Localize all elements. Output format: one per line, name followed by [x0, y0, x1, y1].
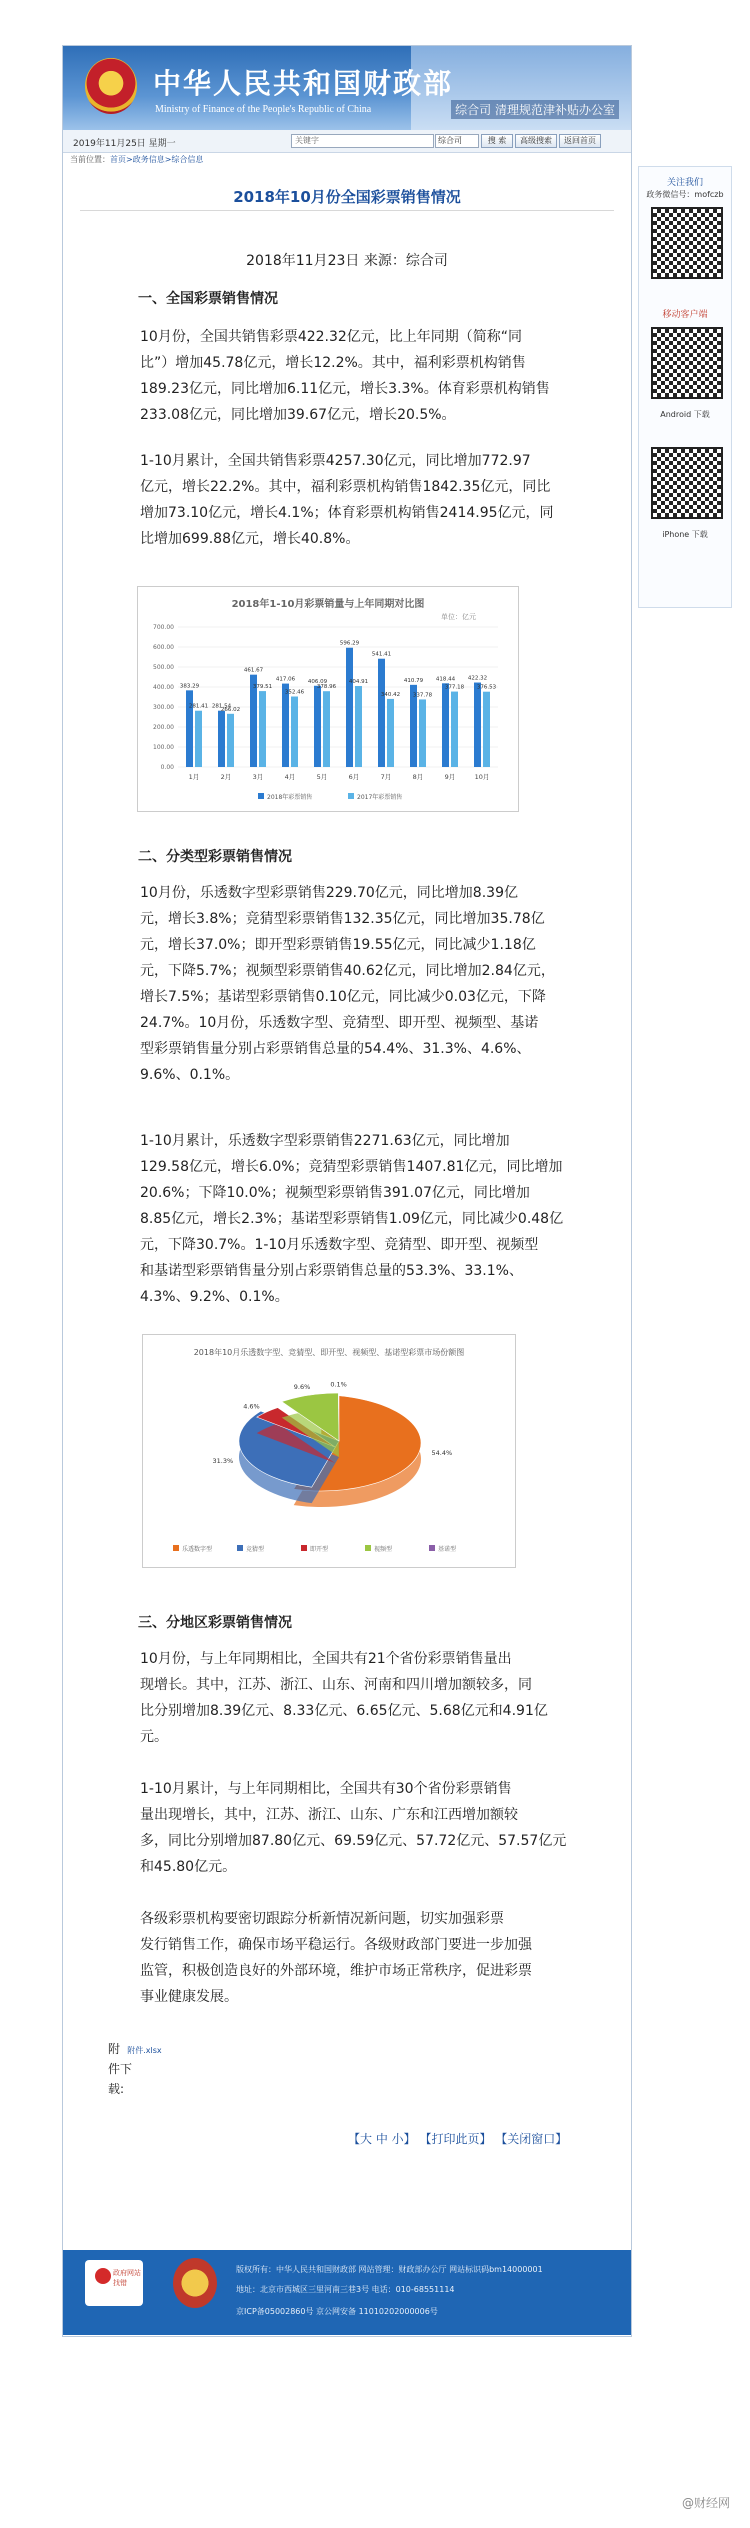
bar: [483, 692, 490, 767]
logo-dot-icon: [95, 2268, 111, 2284]
paragraph-line: 8.85亿元，增长2.3%；基诺型彩票销售1.09亿元，同比减少0.48亿: [140, 1211, 564, 1227]
sidebar: [638, 166, 732, 608]
x-tick-label: 2月: [220, 773, 232, 781]
national-emblem-icon: [85, 58, 137, 114]
pie-value-label: 54.4%: [431, 1449, 453, 1458]
bar-value-label: 378.96: [316, 684, 337, 691]
bar-value-label: 541.41: [371, 651, 392, 658]
paragraph-line: 元。: [140, 1729, 168, 1745]
bar-chart-figure: [137, 586, 519, 812]
paragraph-line: 亿元，增长22.2%。其中，福利彩票机构销售1842.35亿元，同比: [140, 479, 551, 495]
logo-text: 政府网站找错: [113, 2269, 141, 2287]
bar-chart-title: 2018年1-10月彩票销量与上年同期对比图: [231, 599, 425, 610]
x-tick-label: 3月: [252, 773, 264, 781]
bar: [451, 692, 458, 767]
bar-value-label: 337.78: [412, 692, 433, 699]
attachment-link[interactable]: 附件.xlsx: [127, 2046, 162, 2055]
section-heading-2: 二、分类型彩票销售情况: [138, 849, 292, 865]
y-tick-label: 600.00: [153, 644, 174, 651]
paragraph-line: 增长7.5%；基诺型彩票销售0.10亿元，同比减少0.03亿元，下降: [140, 989, 546, 1005]
ministry-name-cn: 中华人民共和国财政部: [153, 67, 454, 100]
legend-swatch: [301, 1545, 307, 1551]
search-scope-select[interactable]: 综合司: [435, 134, 479, 148]
page-tools-links[interactable]: 【大 中 小】 【打印此页】 【关闭窗口】: [348, 2132, 568, 2146]
bar-value-label: 377.18: [444, 684, 465, 691]
paragraph-1: [140, 324, 587, 428]
title-divider: [80, 210, 614, 211]
bar-chart-unit: 单位：亿元: [441, 613, 476, 621]
paragraph-line: 1-10月累计，全国共销售彩票4257.30亿元，同比增加772.97: [140, 453, 531, 469]
legend-label: 2017年彩票销售: [357, 794, 403, 801]
paragraph-line: 增加73.10亿元，增长4.1%；体育彩票机构销售2414.95亿元，同: [140, 505, 554, 521]
bar: [323, 691, 330, 767]
y-tick-label: 200.00: [153, 724, 174, 731]
bar: [387, 699, 394, 767]
paragraph-line: 233.08亿元，同比增加39.67亿元，增长20.5%。: [140, 407, 456, 423]
x-tick-label: 10月: [474, 773, 490, 781]
search-button[interactable]: 搜 索: [481, 134, 513, 148]
footer: [63, 2250, 631, 2335]
pie-chart-figure: [142, 1334, 516, 1568]
bar-value-label: 417.06: [275, 676, 296, 683]
attachment-download-1: 件下: [108, 2062, 133, 2076]
y-tick-label: 0.00: [160, 764, 174, 771]
footer-icp[interactable]: 京ICP备05002860号 京公网安备 11010202000006号: [236, 2307, 438, 2316]
bar-value-label: 383.29: [179, 683, 200, 690]
pie-value-label: 4.6%: [243, 1402, 260, 1411]
legend-label: 即开型: [310, 1546, 329, 1553]
pie-value-label: 0.1%: [330, 1380, 347, 1389]
paragraph-line: 量出现增长，其中，江苏、浙江、山东、广东和江西增加额较: [140, 1807, 518, 1823]
breadcrumb-label: 当前位置：: [70, 155, 110, 164]
bar: [419, 699, 426, 767]
bar-value-label: 461.67: [243, 667, 264, 674]
paragraph-line: 和基诺型彩票销售量分别占彩票销售总量的53.3%、33.1%、: [140, 1263, 523, 1279]
bar-value-label: 266.02: [220, 706, 241, 713]
legend-label: 竞猜型: [246, 1546, 265, 1553]
attachment-label: [108, 2040, 162, 2057]
bar: [378, 659, 385, 767]
legend-label: 基诺型: [438, 1546, 457, 1553]
breadcrumb-path[interactable]: 首页>政务信息>综合信息: [110, 155, 204, 164]
paragraph-line: 10月份，与上年同期相比，全国共有21个省份彩票销售量出: [140, 1651, 512, 1667]
paragraph-line: 监管，积极创造良好的外部环境，维护市场正常秩序，促进彩票: [140, 1963, 532, 1979]
article-title: 2018年10月份全国彩票销售情况: [233, 188, 461, 206]
bar: [442, 683, 449, 767]
y-tick-label: 400.00: [153, 684, 174, 691]
search-input[interactable]: 关键字: [291, 134, 434, 148]
paragraph-5: [140, 1646, 587, 1750]
android-download-label[interactable]: Android 下载: [660, 410, 710, 419]
bar-value-label: 422.32: [467, 675, 488, 682]
article-dateline: 2018年11月23日 来源：综合司: [246, 253, 448, 269]
legend-swatch: [348, 793, 354, 799]
toolbar: [63, 130, 631, 153]
paragraph-line: 10月份，乐透数字型彩票销售229.70亿元，同比增加8.39亿: [140, 885, 518, 901]
paragraph-line: 1-10月累计，与上年同期相比，全国共有30个省份彩票销售: [140, 1781, 512, 1797]
bar: [346, 648, 353, 767]
bar-value-label: 281.54: [211, 703, 232, 710]
department-name: 综合司 清理规范津补贴办公室: [451, 100, 619, 119]
attachment-download-2: 载:: [108, 2082, 125, 2096]
y-tick-label: 100.00: [153, 744, 174, 751]
paragraph-line: 元，下降30.7%。1-10月乐透数字型、竞猜型、即开型、视频型: [140, 1237, 539, 1253]
watermark: @财经网: [681, 2496, 730, 2510]
y-tick-label: 500.00: [153, 664, 174, 671]
x-tick-label: 7月: [380, 773, 392, 781]
legend-swatch: [258, 793, 264, 799]
bar-value-label: 418.44: [435, 676, 456, 683]
bar: [355, 686, 362, 767]
paragraph-line: 型彩票销售量分别占彩票销售总量的54.4%、31.3%、4.6%、: [140, 1041, 531, 1057]
legend-swatch: [173, 1545, 179, 1551]
paragraph-3: [140, 880, 587, 1088]
breadcrumb: [70, 154, 203, 165]
footer-address: 地址：北京市西城区三里河南三巷3号 电话：010-68551114: [236, 2285, 455, 2294]
legend-label: 乐透数字型: [182, 1546, 213, 1553]
section-heading-3: 三、分地区彩票销售情况: [138, 1615, 292, 1631]
bar: [282, 684, 289, 767]
legend-label: 2018年彩票销售: [267, 794, 313, 801]
legend-label: 视频型: [374, 1546, 393, 1553]
bar-value-label: 281.41: [188, 703, 209, 710]
android-qr-code[interactable]: [651, 327, 723, 399]
paragraph-line: 各级彩票机构要密切跟踪分析新情况新问题，切实加强彩票: [140, 1911, 504, 1927]
bar: [218, 711, 225, 767]
police-badge-icon: [173, 2258, 217, 2308]
x-tick-label: 5月: [316, 773, 328, 781]
wechat-label: 政务微信号：mofczb: [646, 190, 724, 199]
x-tick-label: 6月: [348, 773, 360, 781]
paragraph-line: 189.23亿元，同比增加6.11亿元，增长3.3%。体育彩票机构销售: [140, 381, 550, 397]
paragraph-4: [140, 1128, 587, 1310]
legend-swatch: [365, 1545, 371, 1551]
mobile-client-title: 移动客户端: [662, 310, 708, 320]
paragraph-line: 1-10月累计，乐透数字型彩票销售2271.63亿元，同比增加: [140, 1133, 510, 1149]
bar-chart-svg: [138, 587, 518, 811]
legend-swatch: [237, 1545, 243, 1551]
bar: [186, 690, 193, 767]
paragraph-line: 比”）增加45.78亿元，增长12.2%。其中，福利彩票机构销售: [140, 355, 526, 371]
bar-value-label: 352.46: [284, 689, 305, 696]
current-date: 2019年11月25日 星期一: [73, 139, 176, 149]
paragraph-line: 元，下降5.7%；视频型彩票销售40.62亿元，同比增加2.84亿元，: [140, 963, 555, 979]
wechat-qr-code: [651, 207, 723, 279]
x-tick-label: 9月: [444, 773, 456, 781]
paragraph-line: 事业健康发展。: [140, 1989, 238, 2005]
section-heading-1: 一、全国彩票销售情况: [138, 291, 278, 307]
bar-value-label: 376.53: [476, 684, 497, 691]
bar-value-label: 404.91: [348, 679, 369, 686]
bar: [291, 697, 298, 767]
bar-value-label: 340.42: [380, 691, 401, 698]
iphone-qr-code[interactable]: [651, 447, 723, 519]
paragraph-6: [140, 1776, 587, 1880]
x-tick-label: 8月: [412, 773, 424, 781]
paragraph-line: 比分别增加8.39亿元、8.33亿元、6.65亿元、5.68亿元和4.91亿: [140, 1703, 548, 1719]
attachment-prefix: 附: [108, 2042, 121, 2056]
paragraph-line: 4.3%、9.2%、0.1%。: [140, 1289, 289, 1305]
follow-title: 关注我们: [666, 178, 703, 188]
ministry-name-en: Ministry of Finance of the People's Republic of China: [155, 104, 372, 115]
bar-value-label: 410.79: [403, 677, 424, 684]
bar-value-label: 596.29: [339, 640, 360, 647]
bar-value-label: 379.51: [252, 684, 273, 691]
paragraph-line: 元，增长37.0%；即开型彩票销售19.55亿元，同比减少1.18亿: [140, 937, 536, 953]
x-tick-label: 4月: [284, 773, 296, 781]
paragraph-line: 多，同比分别增加87.80亿元、69.59亿元、57.72亿元、57.57亿元: [140, 1833, 567, 1849]
bar-value-label: 406.09: [307, 678, 328, 685]
legend-swatch: [429, 1545, 435, 1551]
iphone-download-label[interactable]: iPhone 下载: [662, 530, 708, 539]
y-tick-label: 300.00: [153, 704, 174, 711]
pie-chart-title: 2018年10月乐透数字型、竞猜型、即开型、视频型、基诺型彩票市场份额图: [193, 1348, 465, 1357]
y-tick-label: 700.00: [153, 624, 174, 631]
advanced-search-button[interactable]: 高级搜索: [515, 134, 557, 148]
gov-site-error-logo[interactable]: [85, 2260, 143, 2306]
pie-chart-svg: [143, 1335, 515, 1567]
pie-value-label: 9.6%: [293, 1383, 311, 1392]
paragraph-2: [140, 448, 587, 552]
paragraph-line: 129.58亿元，增长6.0%；竞猜型彩票销售1407.81亿元，同比增加: [140, 1159, 563, 1175]
home-button[interactable]: 返回首页: [559, 134, 601, 148]
bar: [227, 714, 234, 767]
paragraph-line: 10月份，全国共销售彩票422.32亿元，比上年同期（简称“同: [140, 329, 523, 345]
paragraph-line: 24.7%。10月份，乐透数字型、竞猜型、即开型、视频型、基诺: [140, 1015, 539, 1031]
paragraph-line: 9.6%、0.1%。: [140, 1067, 240, 1083]
paragraph-line: 和45.80亿元。: [140, 1859, 237, 1875]
bar: [314, 686, 321, 767]
bar: [474, 683, 481, 767]
header-banner: [63, 46, 631, 130]
paragraph-line: 元，增长3.8%；竞猜型彩票销售132.35亿元，同比增加35.78亿: [140, 911, 545, 927]
footer-copyright: 版权所有：中华人民共和国财政部 网站管理：财政部办公厅 网站标识码bm14000001: [236, 2265, 543, 2274]
paragraph-line: 比增加699.88亿元，增长40.8%。: [140, 531, 360, 547]
bar: [259, 691, 266, 767]
bar: [195, 711, 202, 767]
paragraph-line: 20.6%；下降10.0%；视频型彩票销售391.07亿元，同比增加: [140, 1185, 530, 1201]
x-tick-label: 1月: [188, 773, 200, 781]
paragraph-line: 发行销售工作，确保市场平稳运行。各级财政部门要进一步加强: [140, 1937, 532, 1953]
pie-value-label: 31.3%: [212, 1456, 234, 1465]
paragraph-7: [140, 1906, 587, 2010]
paragraph-line: 现增长。其中，江苏、浙江、山东、河南和四川增加额较多，同: [140, 1677, 532, 1693]
